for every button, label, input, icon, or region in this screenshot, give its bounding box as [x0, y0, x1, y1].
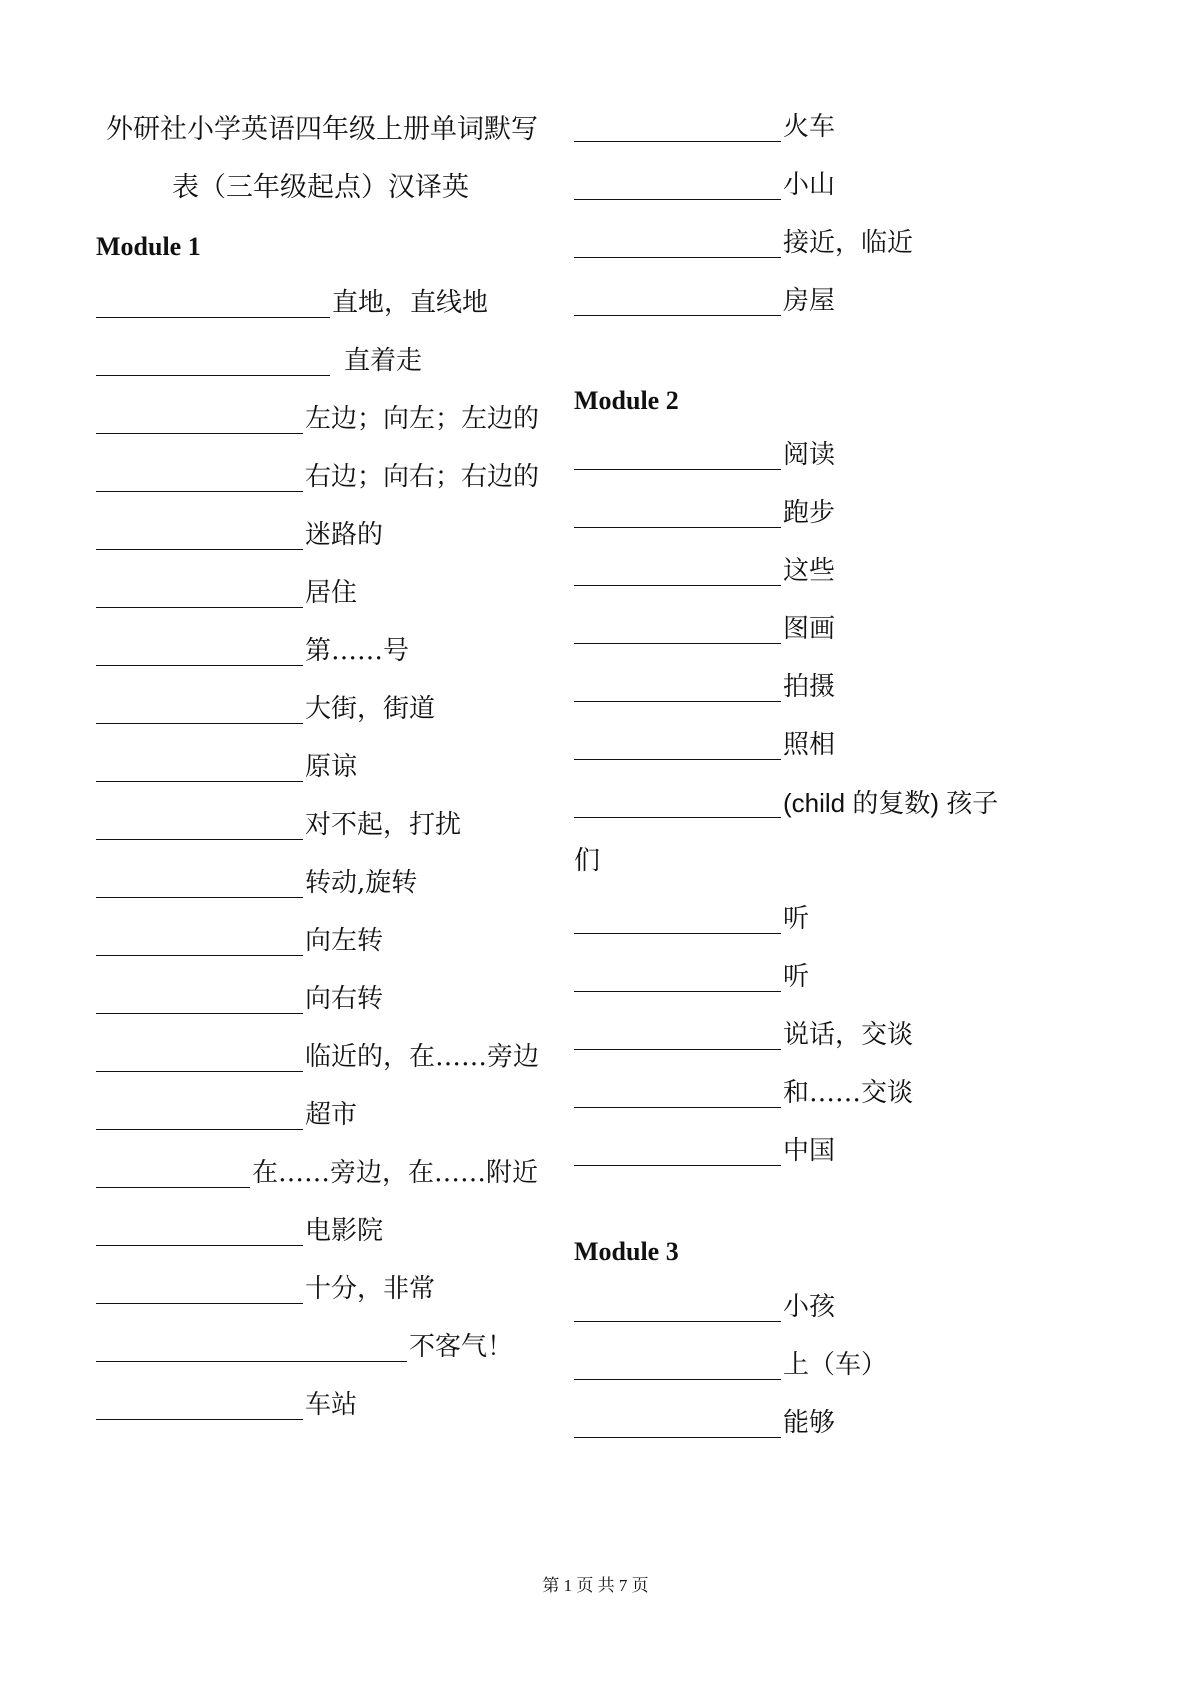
vocab-row — [574, 756, 998, 818]
module-1-heading: Module 1 — [96, 232, 201, 261]
vocab-meaning: 第……号 — [305, 636, 410, 666]
vocab-meaning: 听 — [783, 904, 810, 934]
vocab-meaning: 跑步 — [783, 498, 836, 528]
vocab-meaning: 直着走 — [344, 346, 423, 376]
vocab-row — [574, 872, 809, 934]
vocab-meaning: 转动,旋转 — [305, 868, 418, 898]
vocab-meaning: 小山 — [783, 170, 836, 200]
vocab-meaning: 火车 — [783, 112, 836, 142]
vocab-meaning: 这些 — [783, 556, 836, 586]
vocab-meaning-continued: 们 — [574, 846, 601, 876]
vocab-row — [574, 640, 835, 702]
vocab-meaning: 向右转 — [305, 984, 384, 1014]
vocab-meaning: 房屋 — [783, 286, 836, 316]
vocab-meaning: 电影院 — [305, 1216, 384, 1246]
vocab-meaning: 大街，街道 — [305, 694, 436, 724]
vocab-row-continuation — [574, 814, 600, 876]
vocab-meaning: 上（车） — [783, 1350, 888, 1380]
vocab-row — [574, 1376, 835, 1438]
vocab-row — [574, 80, 835, 142]
vocab-meaning: 说话，交谈 — [783, 1020, 914, 1050]
page-footer: 第 1 页 共 7 页 — [542, 1576, 649, 1595]
vocab-meaning: 向左转 — [305, 926, 384, 956]
vocab-meaning: 接近，临近 — [783, 228, 914, 258]
answer-blank[interactable] — [96, 1393, 303, 1420]
vocab-meaning: 迷路的 — [305, 520, 384, 550]
vocab-row — [574, 138, 835, 200]
vocab-row — [574, 1318, 887, 1380]
vocab-meaning: 车站 — [305, 1390, 358, 1420]
vocab-row — [96, 1358, 357, 1420]
vocab-meaning: 能够 — [783, 1408, 836, 1438]
vocab-row — [96, 1010, 539, 1072]
vocab-row — [574, 698, 835, 760]
vocab-meaning: 图画 — [783, 614, 836, 644]
vocab-row — [96, 372, 539, 434]
vocab-row — [96, 720, 357, 782]
vocab-row — [96, 1068, 357, 1130]
vocab-meaning: 中国 — [783, 1136, 836, 1166]
vocab-row — [96, 604, 409, 666]
vocab-meaning: 对不起，打扰 — [305, 810, 462, 840]
vocab-meaning: 拍摄 — [783, 672, 836, 702]
vocab-row — [574, 1260, 835, 1322]
vocab-meaning: 超市 — [305, 1100, 358, 1130]
vocab-row — [96, 952, 383, 1014]
document-title-line1: 外研社小学英语四年级上册单词默写 — [106, 114, 538, 145]
vocab-meaning: 直地，直线地 — [332, 288, 489, 318]
answer-blank[interactable] — [574, 1139, 781, 1166]
vocab-row — [574, 930, 809, 992]
vocab-meaning: 不客气！ — [409, 1332, 514, 1362]
vocab-meaning: (child 的复数) 孩子 — [783, 788, 999, 818]
vocab-row — [574, 1104, 835, 1166]
vocab-meaning: 左边；向左；左边的 — [305, 404, 540, 434]
vocab-meaning: 小孩 — [783, 1292, 836, 1322]
vocab-row — [96, 314, 422, 376]
vocab-row — [96, 1184, 383, 1246]
vocab-row — [96, 488, 383, 550]
vocab-row — [96, 1126, 538, 1188]
module-3-heading: Module 3 — [574, 1237, 679, 1266]
vocab-meaning: 原谅 — [305, 752, 358, 782]
vocab-row — [96, 430, 539, 492]
vocab-row — [96, 1300, 513, 1362]
vocab-meaning: 和……交谈 — [783, 1078, 914, 1108]
document-title-line2: 表（三年级起点）汉译英 — [172, 172, 469, 203]
vocab-row — [574, 524, 835, 586]
answer-blank[interactable] — [574, 791, 781, 818]
vocab-meaning: 十分，非常 — [305, 1274, 436, 1304]
vocab-row — [96, 662, 435, 724]
vocab-meaning: 阅读 — [783, 440, 836, 470]
vocab-meaning: 在……旁边，在……附近 — [252, 1158, 539, 1188]
module-2-heading: Module 2 — [574, 386, 679, 415]
vocab-row — [96, 256, 488, 318]
answer-blank[interactable] — [574, 289, 781, 316]
vocab-row — [574, 408, 835, 470]
vocab-meaning: 居住 — [305, 578, 358, 608]
vocab-row — [96, 836, 417, 898]
vocab-meaning: 听 — [783, 962, 810, 992]
vocab-row — [574, 254, 835, 316]
vocab-row — [96, 546, 357, 608]
vocab-meaning: 右边；向右；右边的 — [305, 462, 540, 492]
vocab-row — [96, 894, 383, 956]
vocab-row — [96, 1242, 435, 1304]
vocab-meaning: 临近的，在……旁边 — [305, 1042, 540, 1072]
vocab-row — [574, 466, 835, 528]
vocab-row — [96, 778, 461, 840]
vocab-row — [574, 582, 835, 644]
vocab-meaning: 照相 — [783, 730, 836, 760]
vocab-row — [574, 988, 913, 1050]
vocab-row — [574, 196, 913, 258]
answer-blank[interactable] — [574, 1411, 781, 1438]
vocab-row — [574, 1046, 913, 1108]
